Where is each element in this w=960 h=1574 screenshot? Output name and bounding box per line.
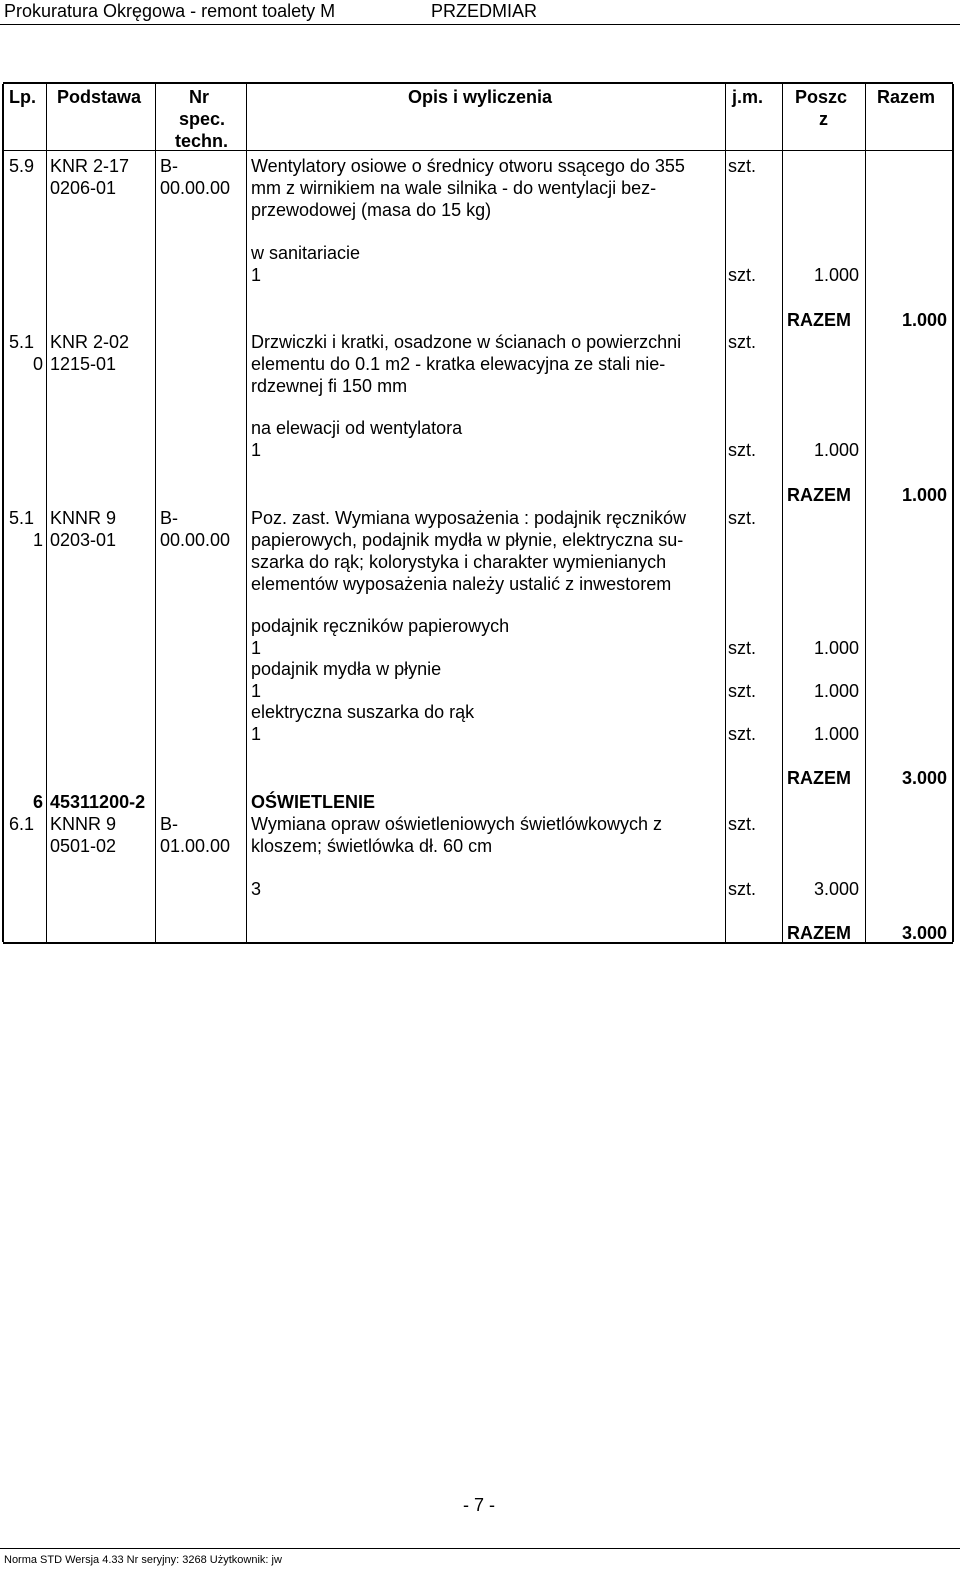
row-nr: B-	[160, 156, 178, 176]
row-description: przewodowej (masa do 15 kg)	[251, 200, 492, 220]
row-lp: 6.1	[9, 814, 35, 834]
row-quantity-jm: szt.	[728, 879, 757, 899]
item-quantity-expr: 1	[251, 724, 262, 744]
software-footer: Norma STD Wersja 4.33 Nr seryjny: 3268 Użytkownik: jw	[4, 1554, 282, 1566]
item-label: podajnik ręczników papierowych	[251, 616, 510, 636]
item-quantity-value: 1.000	[814, 638, 860, 658]
item-quantity-expr: 1	[251, 638, 262, 658]
row-podstawa: KNR 2-17	[50, 156, 130, 176]
row-description: szarka do rąk; kolorystyka i charakter wymienianych	[251, 552, 667, 572]
col-border	[865, 84, 866, 942]
row-description: elementów wyposażenia należy ustalić z inwestorem	[251, 574, 672, 594]
col-border	[725, 84, 726, 942]
row-description: mm z wirnikiem na wale silnika - do wentylacji bez-	[251, 178, 657, 198]
section-code: 45311200-2	[50, 792, 146, 812]
table-header-bottom-border	[3, 150, 953, 151]
col-border	[2, 84, 4, 942]
item-quantity-expr: 1	[251, 681, 262, 701]
col-header-nr: spec.	[179, 109, 226, 129]
row-location: w sanitariacie	[251, 243, 361, 263]
row-description: Drzwiczki i kratki, osadzone w ścianach o powierzchni	[251, 332, 682, 352]
document-type: PRZEDMIAR	[431, 1, 538, 21]
col-header-lp: Lp.	[9, 87, 36, 107]
col-header-nr: techn.	[175, 131, 229, 151]
col-border	[155, 84, 156, 942]
col-header-nr: Nr	[189, 87, 210, 107]
row-total-value: 3.000	[902, 923, 948, 943]
col-header-podstawa: Podstawa	[57, 87, 142, 107]
footer-rule	[0, 1548, 960, 1549]
item-quantity-jm: szt.	[728, 681, 757, 701]
row-jm: szt.	[728, 814, 757, 834]
row-podstawa: KNNR 9	[50, 508, 117, 528]
row-nr: 00.00.00	[160, 530, 231, 550]
row-quantity-value: 3.000	[814, 879, 860, 899]
row-podstawa: KNR 2-02	[50, 332, 130, 352]
row-lp: 0	[33, 354, 44, 374]
row-nr: 01.00.00	[160, 836, 231, 856]
col-header-poszcz: z	[819, 109, 828, 129]
col-header-opis: Opis i wyliczenia	[408, 87, 553, 107]
row-description: Wymiana opraw oświetleniowych świetlówkowych z	[251, 814, 662, 834]
row-total-label: RAZEM	[787, 485, 851, 505]
item-quantity-value: 1.000	[814, 724, 860, 744]
row-location: na elewacji od wentylatora	[251, 418, 463, 438]
col-border	[782, 84, 783, 942]
col-header-jm: j.m.	[732, 87, 764, 107]
row-description: papierowych, podajnik mydła w płynie, elektryczna su-	[251, 530, 684, 550]
row-total-value: 3.000	[902, 768, 948, 788]
row-podstawa: 0206-01	[50, 178, 117, 198]
col-header-poszcz: Poszc	[795, 87, 848, 107]
row-nr: B-	[160, 508, 178, 528]
row-quantity-expr: 3	[251, 879, 262, 899]
row-total-label: RAZEM	[787, 768, 851, 788]
row-jm: szt.	[728, 332, 757, 352]
row-quantity-expr: 1	[251, 265, 262, 285]
row-podstawa: 0501-02	[50, 836, 117, 856]
row-total-value: 1.000	[902, 310, 948, 330]
row-total-label: RAZEM	[787, 923, 851, 943]
row-description: elementu do 0.1 m2 - kratka elewacyjna ze stali nie-	[251, 354, 666, 374]
row-description: rdzewnej fi 150 mm	[251, 376, 408, 396]
item-quantity-jm: szt.	[728, 638, 757, 658]
row-lp: 1	[33, 530, 44, 550]
col-border	[246, 84, 247, 942]
item-quantity-value: 1.000	[814, 681, 860, 701]
row-lp: 5.1	[9, 332, 35, 352]
row-quantity-jm: szt.	[728, 440, 757, 460]
section-title: OŚWIETLENIE	[251, 792, 376, 812]
item-label: elektryczna suszarka do rąk	[251, 702, 475, 722]
row-total-label: RAZEM	[787, 310, 851, 330]
row-lp: 5.1	[9, 508, 35, 528]
row-description: kloszem; świetlówka dł. 60 cm	[251, 836, 493, 856]
section-number: 6	[33, 792, 44, 812]
col-border	[46, 84, 47, 942]
col-header-razem: Razem	[877, 87, 936, 107]
row-jm: szt.	[728, 156, 757, 176]
table-top-border	[3, 82, 953, 84]
row-quantity-value: 1.000	[814, 265, 860, 285]
page-number: - 7 -	[463, 1495, 496, 1515]
row-podstawa: 1215-01	[50, 354, 117, 374]
document-title: Prokuratura Okręgowa - remont toalety M	[4, 1, 336, 21]
row-quantity-jm: szt.	[728, 265, 757, 285]
row-lp: 5.9	[9, 156, 35, 176]
row-nr: 00.00.00	[160, 178, 231, 198]
row-quantity-value: 1.000	[814, 440, 860, 460]
row-quantity-expr: 1	[251, 440, 262, 460]
item-quantity-jm: szt.	[728, 724, 757, 744]
row-description: Wentylatory osiowe o średnicy otworu ssącego do 355	[251, 156, 685, 176]
row-description: Poz. zast. Wymiana wyposażenia : podajnik ręczników	[251, 508, 687, 528]
item-label: podajnik mydła w płynie	[251, 659, 442, 679]
col-border	[952, 84, 954, 942]
row-jm: szt.	[728, 508, 757, 528]
row-podstawa: 0203-01	[50, 530, 117, 550]
row-nr: B-	[160, 814, 178, 834]
row-podstawa: KNNR 9	[50, 814, 117, 834]
header-rule	[0, 24, 960, 25]
row-total-value: 1.000	[902, 485, 948, 505]
